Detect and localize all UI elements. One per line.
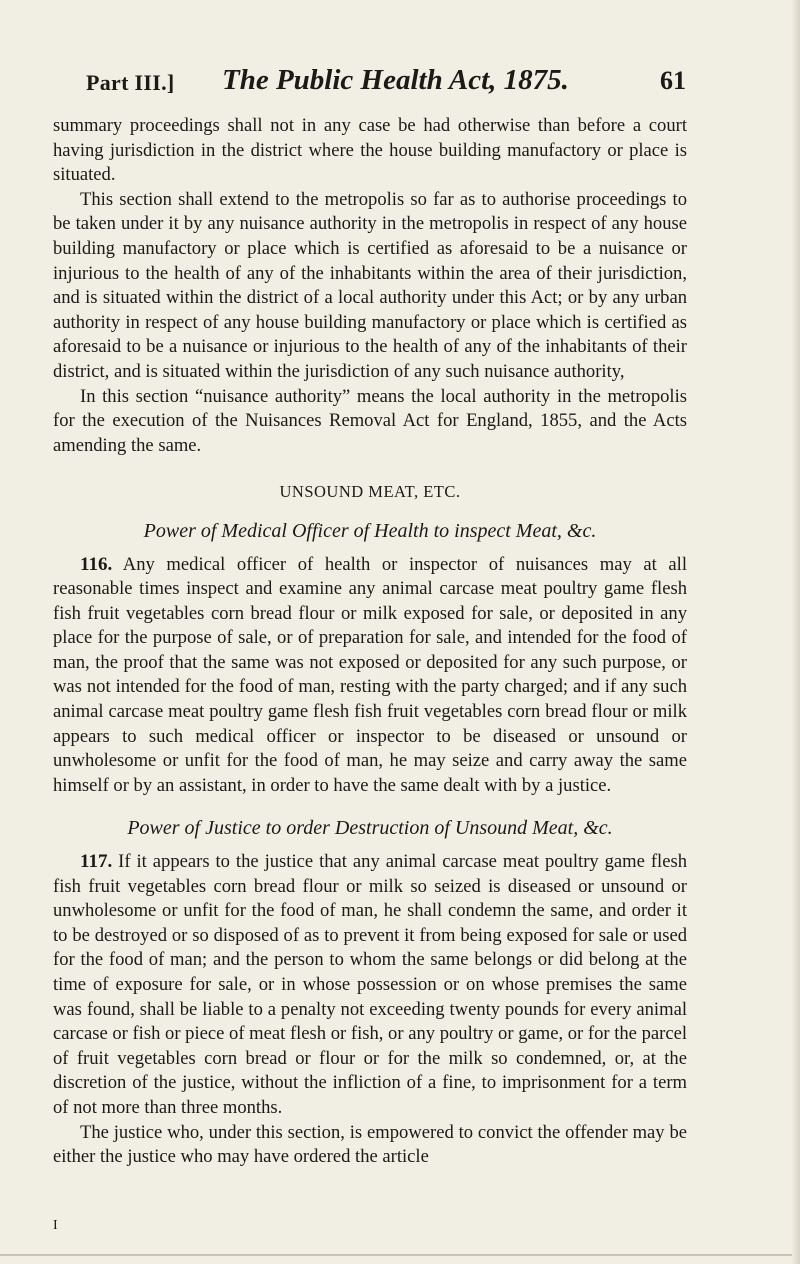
signature-mark: I (53, 1218, 58, 1233)
section-text: If it appears to the justice that any animal carcase meat poultry game flesh fish fruit vegetables corn bread flour or milk so seized is diseased or unsound or unwholesome or unfit for the food of man, he shall condemn the same, and order it to be destroyed or so disposed of as to prevent it from being exposed for sale or used for the food of man; and the person to whom the same belongs or did belong at the time of exposure for sale, or in whose possession or on whose premises the same was found, shall be liable to a penalty not exceeding twenty pounds for every animal carcase or fish or piece of meat flesh or fish, or any poultry or game, or for the parcel of fruit vegetables corn bread or flour or for the milk so condemned, or, at the discretion of the justice, without the infliction of a fine, to imprisonment for a term of not more than three months. (53, 851, 687, 1118)
section-number: 116. (80, 553, 113, 575)
page-edge-shadow (792, 0, 800, 1264)
paragraph: The justice who, under this section, is empowered to convict the offender may be either the justice who may have ordered the article (53, 1121, 687, 1168)
paragraph: In this section “nuisance authority” means the local authority in the metropolis for the execution of the Nuisances Removal Act for England, 1855, and the Acts amending the same. (53, 385, 687, 456)
part-label: Part III.] (86, 70, 175, 95)
running-title: The Public Health Act, 1875. (222, 64, 569, 96)
paragraph: summary proceedings shall not in any case be had otherwise than before a court having jurisdiction in the district where the house building manufactory or place is situated. (53, 115, 687, 186)
section-text: Any medical officer of health or inspector of nuisances may at all reasonable times inspect and examine any animal carcase meat poultry game flesh fish fruit vegetables corn bread flour or milk exposed for sale, or deposited in any place for the purpose of sale, or of preparation for sale, and intended for the food of man, the proof that the same was not exposed or deposited for any such purpose, or was not intended for the food of man, resting with the party charged; and if any such animal carcase meat poultry game flesh fish fruit vegetables corn bread flour or milk appears to such medical officer or inspector to be diseased or unsound or unwholesome or unfit for the food of man, he may seize and carry away the same himself or by an assistant, in order to have the same dealt with by a justice. (53, 553, 687, 796)
section-117-paragraph (53, 850, 687, 1121)
page-number: 61 (660, 66, 686, 95)
section-number: 117. (80, 851, 113, 873)
section-heading: UNSOUND MEAT, ETC. (279, 482, 461, 502)
section-116-heading: Power of Medical Officer of Health to inspect Meat, &c. (143, 519, 597, 542)
section-117-heading: Power of Justice to order Destruction of Unsound Meat, &c. (127, 817, 613, 840)
section-116-paragraph (53, 553, 687, 799)
paragraph: This section shall extend to the metropolis so far as to authorise proceedings to be taken under it by any nuisance authority in the metropolis in respect of any house building manufactory or place which is certified as aforesaid to be a nuisance or injurious to the health of any of the inhabitants within the area of their jurisdiction, and is situated within the district of a local authority under this Act; or by any urban authority in respect of any house building manufactory or place which is certified as aforesaid to be a nuisance or injurious to the health of any of the inhabitants of their district, and is situated within the jurisdiction of any such nuisance authority, (53, 188, 687, 382)
running-header (86, 64, 686, 98)
bottom-rule (0, 1254, 800, 1256)
page-body (53, 114, 687, 1170)
